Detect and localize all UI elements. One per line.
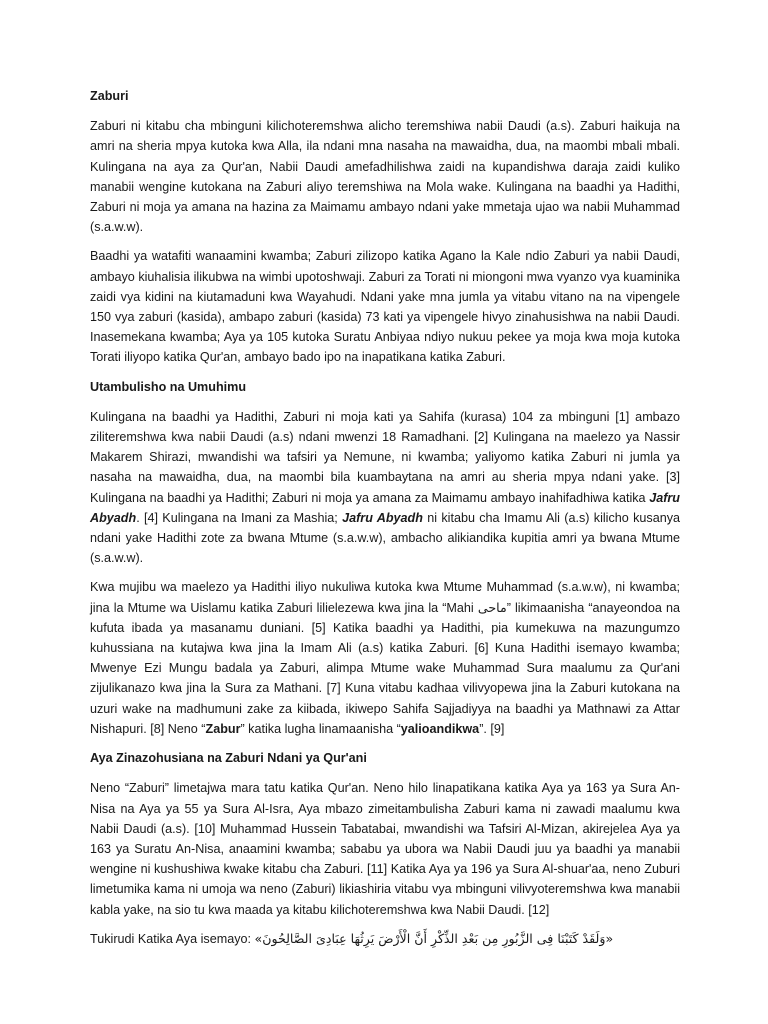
arabic-quran-verse: «وَلَقَدْ كَتَبْنَا فِى الزَّبُورِ مِن بَعْدِ الذِّكْرِ أَنَّ الْأَرْضَ يَرِثُهَا عِبَادِىَ الصَّالِحُونَ»	[254, 930, 614, 946]
emphasis-zabur: Zabur	[205, 721, 241, 736]
text-run: ” katika lugha linamaanisha “	[240, 721, 401, 736]
arabic-word-mahi: ماحى	[477, 599, 507, 615]
document-page	[90, 86, 680, 958]
text-run: Tukirudi Katika Aya isemayo:	[90, 931, 255, 946]
emphasis-jafru-abyadh: Jafru Abyadh	[90, 490, 680, 525]
text-run: ” likimaanisha “anayeondoa na kufuta ibada ya masanamu duniani. [5] Katika baadhi ya Hadithi, pia kumekuwa na mazungumzo kuhussiana na kutajwa kwa jina la Imam Ali (a.s) katika Zaburi. [6] Kuna Hadithi isemayo kwamba; Mwenye Ezi Mungu badala ya Zaburi, alimpa Mtume wake Muhammad Sura maalumu za Qur'ani zijulikanazo kwa jina la Sura za Mathani. [7] Kuna vitabu kadhaa vilivyopewa jina la Zaburi kutokana na uzuri wake na madhumuni zake za kiibada, ikiwepo Sahifa Sajjadiyya na baadhi ya Mathnawi za Attar Nishapuri. [8] Neno “	[90, 600, 680, 736]
text-run: . [4] Kulingana na Imani za Mashia;	[136, 510, 343, 525]
emphasis-yalioandikwa: yalioandikwa	[400, 721, 480, 736]
paragraph-aya-quote	[90, 929, 680, 949]
section-heading-aya: Aya Zinazohusiana na Zaburi Ndani ya Qur'ani	[90, 751, 367, 766]
paragraph-utambulisho-sahifa	[90, 407, 680, 569]
text-run: ni kitabu cha Imamu Ali (a.s) kilicho kusanya ndani yake Hadithi zote za bwana Mtume (s.a.w.w), ambacho alikiandika kupitia amri ya bwana Mtume (s.a.w.w).	[90, 510, 680, 566]
text-run: Kulingana na baadhi ya Hadithi, Zaburi ni moja kati ya Sahifa (kurasa) 104 za mbinguni [1] ambazo ziliteremshwa kwa nabii Daudi (a.s) ndani mwenzi 18 Ramadhani. [2] Kulingana na maelezo ya Nassir Makarem Shirazi, mwandishi wa tafsiri ya Nemune, ni kwamba; yaliyomo katika Zaburi ni jumla ya nasaha na mawaidha, dua, na maombi bila kuambaytana na amri au sheria mpya ndani yake. [3] Kulingana na baadhi ya Hadithi; Zaburi ni moja ya amana za Maimamu ambayo inahifadhiwa katika	[90, 409, 680, 505]
paragraph-zaburi-researchers: Baadhi ya watafiti wanaamini kwamba; Zaburi zilizopo katika Agano la Kale ndio Zaburi ya nabii Daudi, ambayo kiuhalisia ilikubwa na wimbi upotoshwaji. Zaburi za Torati ni miongoni mwa vyanzo vya kuaminika zaidi vya kidini na kiutamaduni kwa Wayahudi. Ndani yake mna jumla ya vitabu vitano na na vipengele 150 vya zaburi (kasida), ambapo zaburi (kasida) 73 kati ya vipengele hivyo zinahusishwa na nabii Daudi. Inasemekana kwamba; Aya ya 105 kutoka Suratu Anbiyaa ndiyo nukuu pekee ya moja kwa moja kutoka Torati iliyopo katika Qur'an, ambayo bado ipo na inapatikana katika Zaburi.	[90, 249, 680, 365]
paragraph-zaburi-intro: Zaburi ni kitabu cha mbinguni kilichoteremshwa alicho teremshiwa nabii Daudi (a.s). Zaburi haikuja na amri na sheria mpya kutoka kwa Alla, ila ndani mna nasaha na mawaidha, dua, na maombi mbali mbali. Kulingana na aya za Qur'an, Nabii Daudi amefadhilishwa zaidi na kupandishwa daraja zaidi kuliko manabii wengine kutokana na Zaburi aliyo teremshiwa na Mola wake. Kulingana na baadhi ya Hadithi, Zaburi ni moja ya amana na hazina za Maimamu ambayo ndani yake mmetaja ujao wa nabii Muhammad (s.a.w.w).	[90, 119, 680, 235]
paragraph-aya-quran: Neno “Zaburi” limetajwa mara tatu katika Qur'an. Neno hilo linapatikana katika Aya ya 163 ya Sura An-Nisa na Aya ya 55 ya Sura Al-Isra, Aya mbazo zimeitambulisha Zaburi kama ni zawadi maalumu kwa Nabii Daudi (a.s). [10] Muhammad Hussein Tabatabai, mwandishi wa Tafsiri Al-Mizan, akirejelea Aya ya 163 ya Suratu An-Nisa, anaamini kwamba; sababu ya ubora wa Nabii Daudi juu ya baadhi ya manabii wengine ni kushushiwa kwake kitabu cha Zaburi. [11] Katika Aya ya 196 ya Sura Al-shuar'aa, neno Zuburi limetumika kama ni umoja wa neno (Zaburi) likiashiria vitabu vya mbinguni vilivyoteremshwa kwa manabii kabla yake, na sio tu kwa maada ya kitabu kilichoteremshwa kwa Nabii Daudi. [12]	[90, 781, 680, 917]
text-run: Kwa mujibu wa maelezo ya Hadithi iliyo nukuliwa kutoka kwa Mtume Muhammad (s.a.w.w), ni kwamba; jina la Mtume wa Uislamu katika Zaburi lilielezewa kwa jina la “Mahi	[90, 580, 680, 615]
section-heading-zaburi: Zaburi	[90, 89, 129, 103]
emphasis-jafru-abyadh: Jafru Abyadh	[342, 510, 423, 525]
paragraph-utambulisho-mahi	[90, 577, 680, 739]
text-run: ”. [9]	[479, 721, 505, 736]
section-heading-utambulisho: Utambulisho na Umuhimu	[90, 379, 247, 394]
